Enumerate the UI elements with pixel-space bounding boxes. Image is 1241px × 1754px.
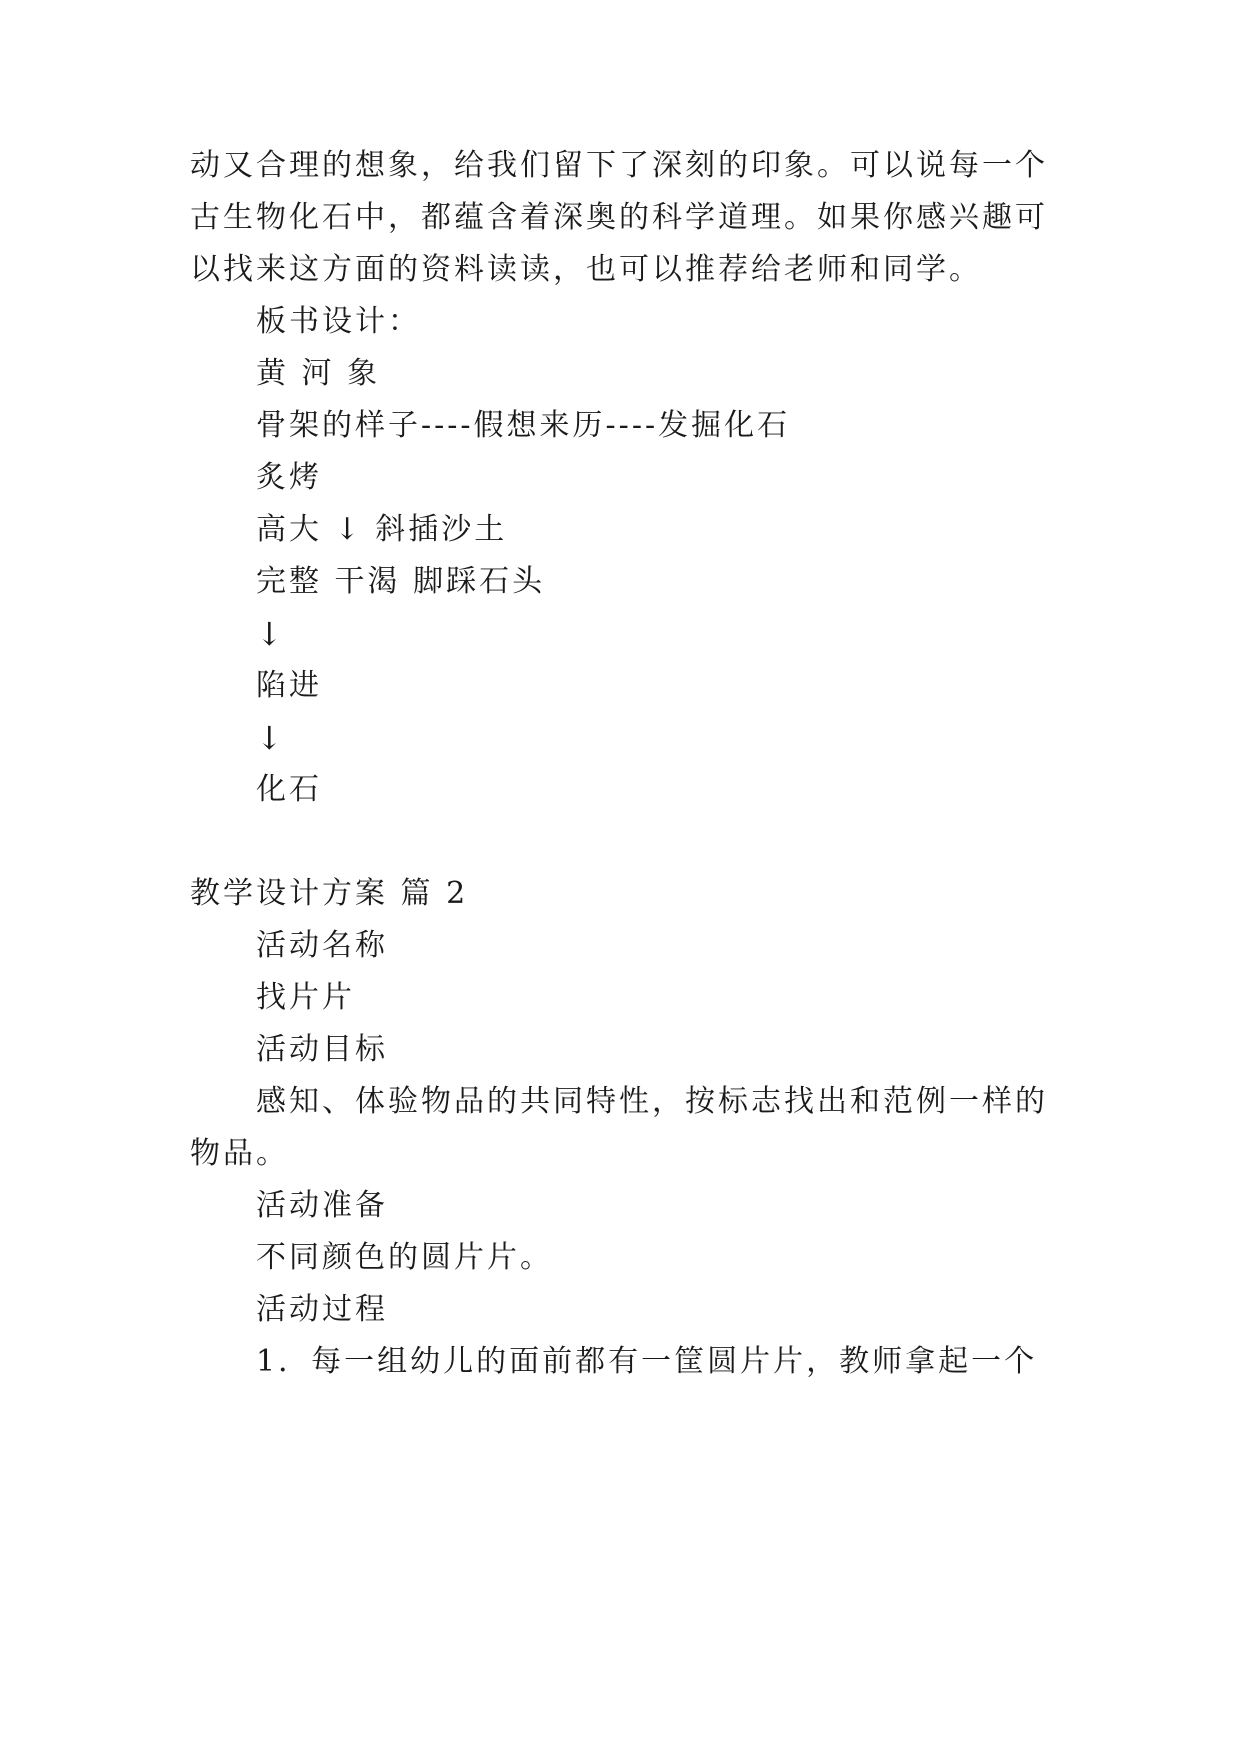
goal-label: 活动目标 (256, 1032, 388, 1067)
board-design-line: 化石 (256, 772, 322, 807)
prep-label: 活动准备 (256, 1188, 388, 1223)
board-design-line: 陷进 (256, 668, 322, 703)
board-design-line: 骨架的样子----假想来历----发掘化石 (256, 408, 791, 443)
prep-text: 不同颜色的圆片片。 (256, 1240, 553, 1275)
process-step: 1．每一组幼儿的面前都有一筐圆片片，教师拿起一个 (256, 1344, 1038, 1379)
goal-text-line: 感知、体验物品的共同特性，按标志找出和范例一样的 (256, 1084, 1048, 1119)
process-label: 活动过程 (256, 1292, 388, 1327)
activity-name-label: 活动名称 (256, 928, 388, 963)
board-design-title: 黄 河 象 (256, 356, 381, 391)
activity-name: 找片片 (256, 980, 355, 1015)
board-design-line: 高大 ↓ 斜插沙土 (256, 512, 508, 547)
paragraph-line: 以找来这方面的资料读读，也可以推荐给老师和同学。 (190, 252, 982, 287)
paragraph-line: 古生物化石中，都蕴含着深奥的科学道理。如果你感兴趣可 (190, 200, 1048, 235)
goal-text-line: 物品。 (190, 1136, 289, 1171)
paragraph-line: 动又合理的想象，给我们留下了深刻的印象。可以说每一个 (190, 148, 1048, 183)
board-design-line: 炙烤 (256, 460, 322, 495)
down-arrow-icon: ↓ (256, 615, 286, 653)
board-design-line: 完整 干渴 脚踩石头 (256, 564, 546, 599)
section-heading: 教学设计方案 篇 2 (190, 876, 469, 911)
down-arrow-icon: ↓ (256, 719, 286, 757)
board-design-heading: 板书设计： (256, 304, 421, 339)
